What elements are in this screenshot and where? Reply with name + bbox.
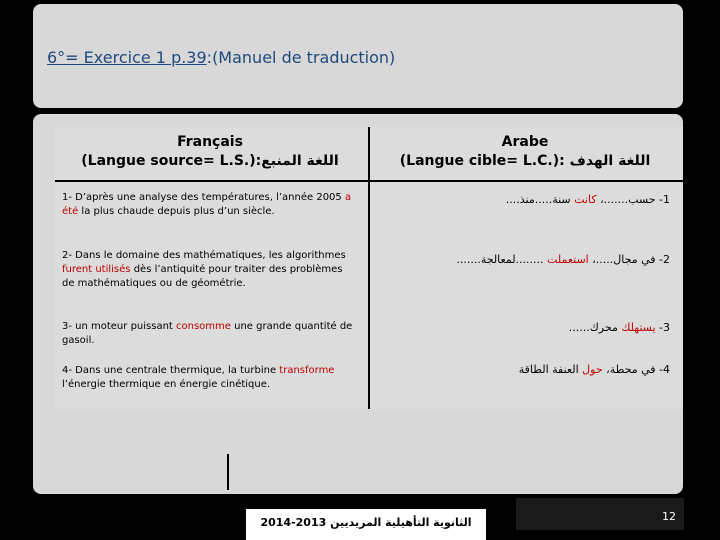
- row-2-french-text-end: dès l’antiquité pour traiter des problèmes de mathématiques ou de géométrie.: [62, 264, 343, 289]
- header-arabic-title: Arabe: [501, 134, 549, 150]
- row-1-french-text: 1- D’après une analyse des températures, l’année 2005: [62, 192, 345, 203]
- row-3-arabic-text-end: محرك......: [568, 321, 622, 334]
- row-3-french-text-end: une grande quantité de gasoil.: [62, 321, 353, 346]
- page-number: 12: [662, 510, 676, 523]
- exercise-reference: 6°= Exercice 1 p.39: [47, 48, 207, 67]
- manual-reference: :(Manuel de traduction): [206, 48, 396, 67]
- row-3-arabic-verb: يستهلك: [621, 321, 656, 334]
- column-divider: [368, 127, 370, 409]
- row-3-arabic: [385, 321, 670, 335]
- header-french: [60, 133, 360, 171]
- row-4-arabic-text: 4- في محطة،: [602, 363, 670, 376]
- page-title: [47, 48, 395, 67]
- row-3-arabic-text: 3-: [655, 321, 670, 334]
- row-4-arabic-verb: حول: [582, 363, 603, 376]
- header-divider: [55, 180, 683, 182]
- row-1-french-text-end: la plus chaude depuis plus d’un siècle.: [78, 206, 275, 217]
- row-4-arabic: [385, 363, 670, 377]
- row-2-arabic: [385, 253, 670, 267]
- row-4-french-verb: transforme: [279, 365, 335, 376]
- row-1-arabic: [385, 193, 670, 207]
- header-arabic-subtitle: (Langue cible= L.C.): اللغة الهدف: [399, 153, 651, 169]
- row-2-french: [62, 249, 354, 291]
- row-4-french: [62, 364, 354, 392]
- row-2-french-text: 2- Dans le domaine des mathématiques, les algorithmes: [62, 250, 346, 261]
- row-1-french-verb: a été: [62, 192, 352, 217]
- decorative-line: [227, 454, 229, 490]
- row-1-arabic-text-end: سنة.....منذ....: [505, 193, 575, 206]
- row-2-french-verb: furent utilisés: [62, 264, 131, 275]
- row-4-arabic-text-end: العنفة الطاقة: [518, 363, 583, 376]
- row-2-arabic-text: 2- في مجال.....،: [588, 253, 670, 266]
- row-3-french-text: 3- un moteur puissant: [62, 321, 177, 332]
- header-arabic: [375, 133, 675, 171]
- row-1-arabic-text: 1- حسب.......،: [596, 193, 670, 206]
- translation-table: [55, 127, 683, 409]
- row-2-arabic-verb: استعملت: [547, 253, 589, 266]
- row-4-french-text: 4- Dans une centrale thermique, la turbine: [62, 365, 280, 376]
- row-2-arabic-text-end: ........لمعالجة.......: [456, 253, 548, 266]
- row-4-french-text-end: l’énergie thermique en énergie cinétique.: [62, 379, 271, 390]
- footer-school: الثانوية التأهيلية المريديين 2013-2014: [246, 509, 486, 540]
- header-french-title: Français: [177, 134, 243, 150]
- row-3-french: [62, 320, 354, 348]
- header-french-subtitle: (Langue source= L.S.):اللغة المنبع: [81, 153, 339, 169]
- row-1-arabic-verb: كانت: [574, 193, 597, 206]
- title-panel: [33, 4, 683, 108]
- row-1-french: [62, 191, 354, 219]
- row-3-french-verb: consomme: [176, 321, 231, 332]
- page-number-box: [516, 498, 684, 530]
